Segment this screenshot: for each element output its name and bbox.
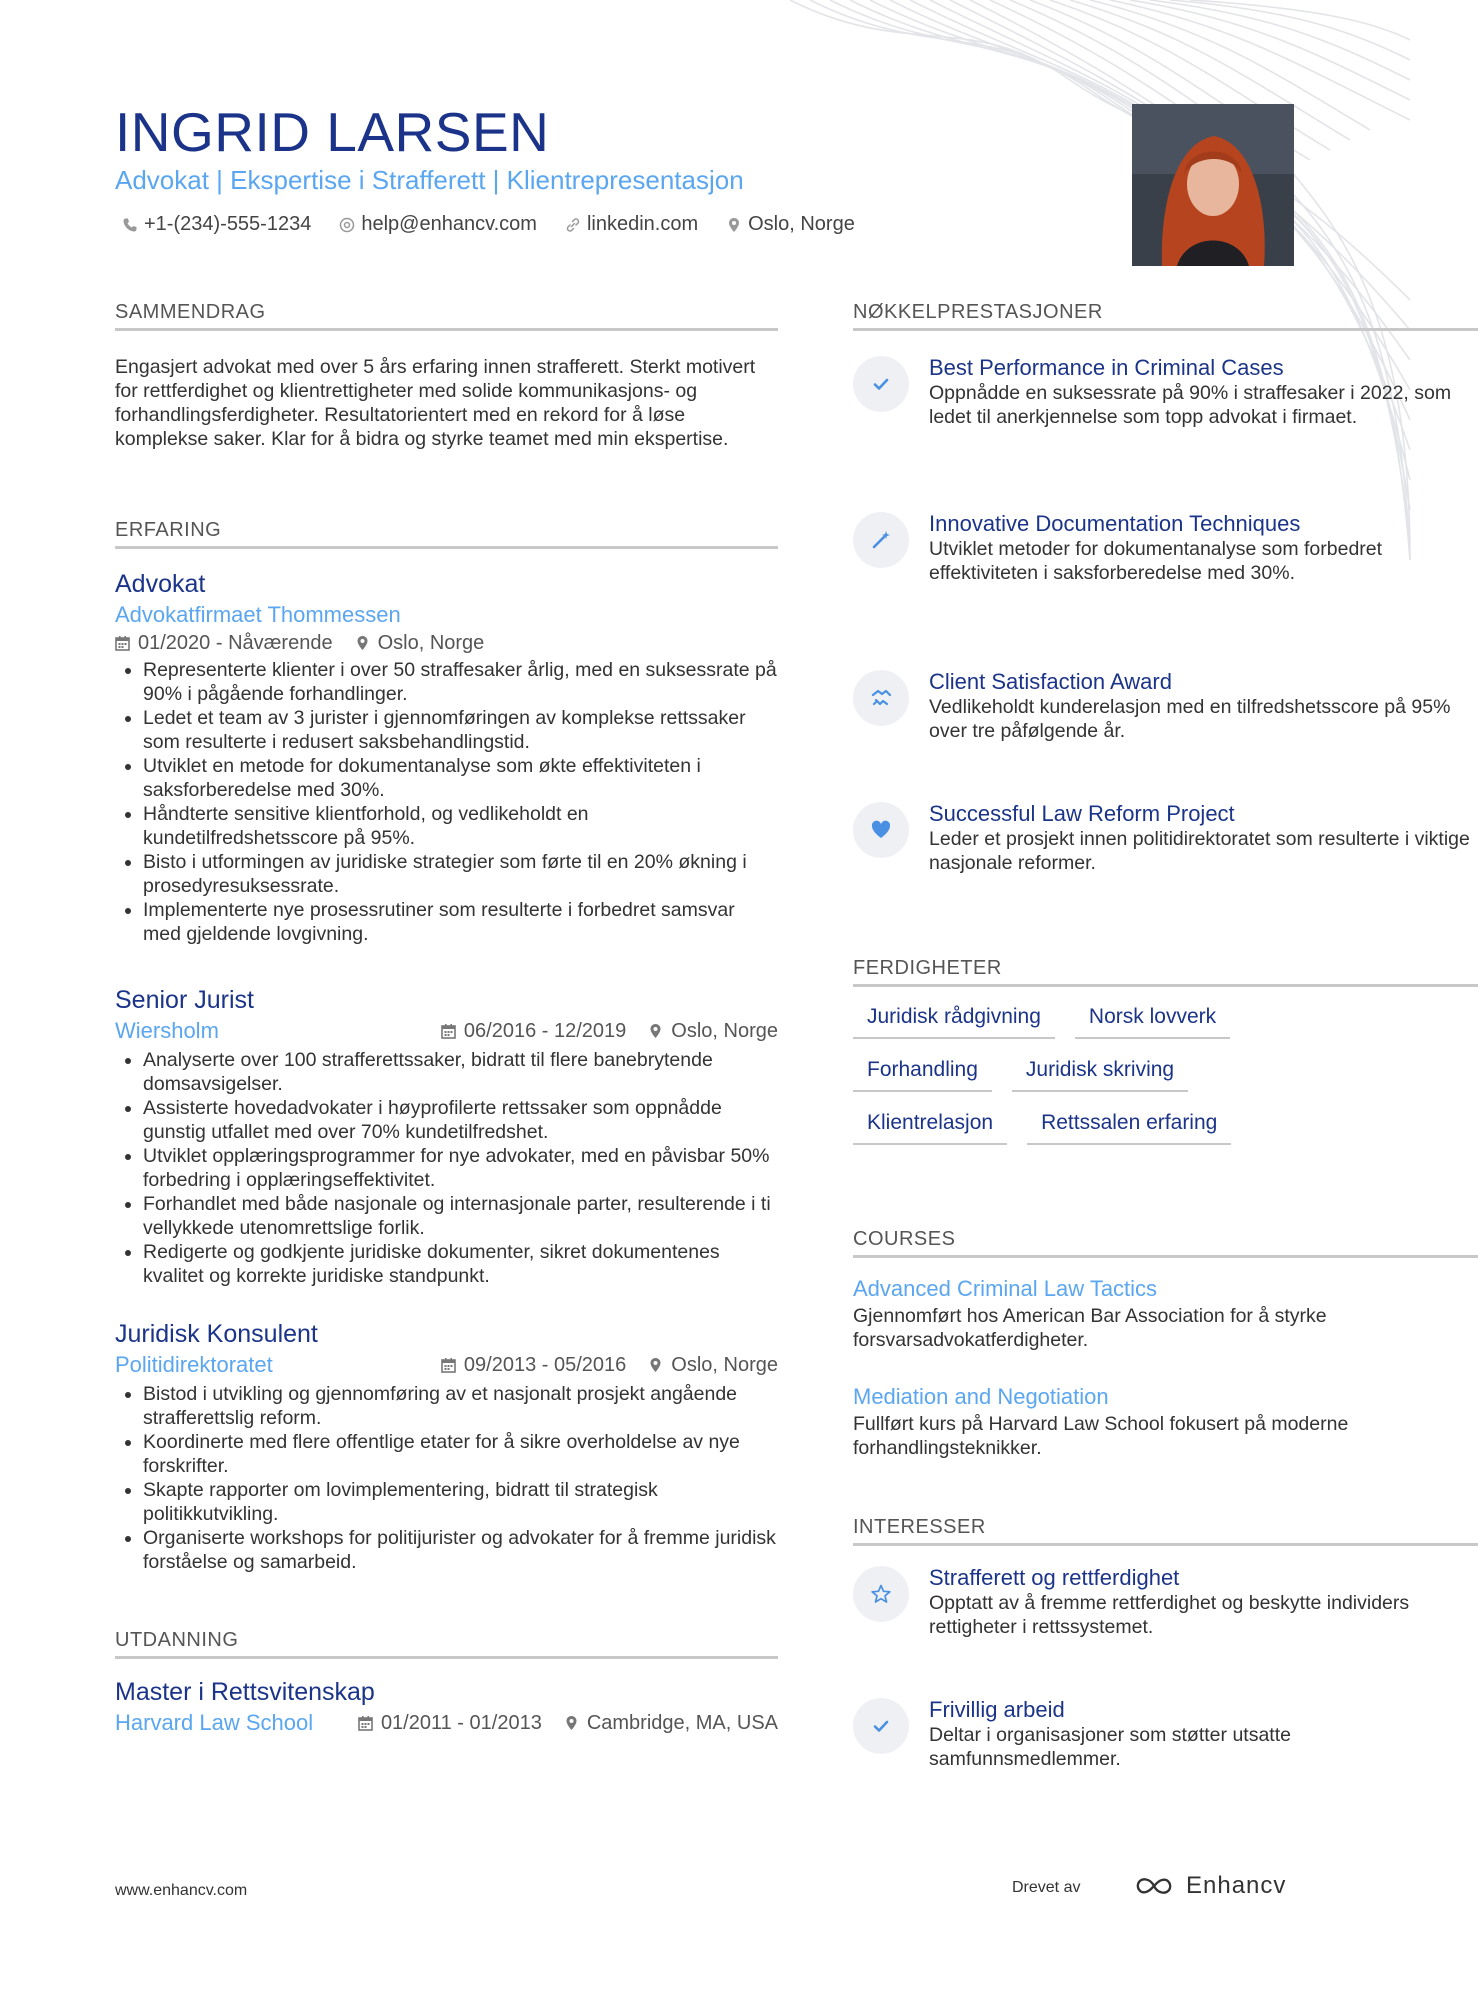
summary-text: Engasjert advokat med over 5 års erfaring innen strafferett. Sterkt motivert for rettferdighet og klientrettigheter med solide kommunikasjons- og forhandlingsferdigheter. Resultatorientert med en rekord for å løse komplekse saker. Klar for å bidra og styrke teamet med min ekspertise.: [115, 356, 756, 450]
achievement-item: [853, 354, 1478, 429]
achievement-item: [853, 800, 1478, 875]
job-bullet: • Utviklet en metode for dokumentanalyse som økte effektiviteten i saksforberedelse med 30%.: [143, 754, 778, 802]
experience-entry: [115, 984, 778, 1288]
contact-email[interactable]: [339, 213, 537, 236]
education-dates-text: 01/2011 - 01/2013: [380, 1712, 542, 1734]
job-location-text: Oslo, Norge: [377, 632, 485, 654]
job-bullets: [115, 1048, 778, 1288]
job-location-text: Oslo, Norge: [671, 1354, 778, 1376]
achievement-item: [853, 510, 1478, 585]
job-dates-text: 09/2013 - 05/2016: [463, 1354, 627, 1376]
section-title-education: UTDANNING: [115, 1628, 778, 1659]
section-title-interests: INTERESSER: [853, 1515, 1478, 1546]
experience-entry: [115, 1318, 778, 1574]
interest-desc: Opptatt av å fremme rettferdighet og beskytte individers rettigheter i rettssystemet.: [929, 1592, 1410, 1638]
job-location: [355, 630, 485, 656]
job-bullet: • Utviklet opplæringsprogrammer for nye advokater, med en påvisbar 50% forbedring i opplæringseffektivitet.: [143, 1144, 778, 1192]
contact-linkedin[interactable]: [565, 213, 698, 236]
course-title: Mediation and Negotiation: [853, 1384, 1109, 1409]
section-title-courses: COURSES: [853, 1227, 1478, 1258]
contact-phone-text: +1-(234)-555-1234: [144, 213, 312, 235]
job-bullet: • Koordinerte med flere offentlige etater for å sikre overholdelse av nye forskrifter.: [143, 1430, 778, 1478]
calendar-icon: [115, 635, 130, 651]
skill-tag: Rettssalen erfaring: [1027, 1109, 1231, 1145]
interest-title: Frivillig arbeid: [929, 1697, 1065, 1722]
job-title: Advokat: [115, 570, 206, 598]
enhancv-logo-icon: [1132, 1874, 1176, 1898]
handshake-icon: [853, 670, 909, 726]
location-pin-icon: [648, 1023, 663, 1039]
job-meta: [441, 1352, 778, 1378]
job-bullet: • Ledet et team av 3 jurister i gjennomføringen av komplekse rettssaker som resulterte i redusert saksbehandlingstid.: [143, 706, 778, 754]
footer-brand-logo[interactable]: [1132, 1872, 1286, 1900]
contact-location: [726, 213, 855, 236]
location-pin-icon: [564, 1715, 579, 1731]
skill-tag: Juridisk skriving: [1012, 1056, 1188, 1092]
job-company: Wiersholm: [115, 1018, 219, 1043]
skill-tag: Norsk lovverk: [1075, 1003, 1230, 1039]
interest-item: [853, 1696, 1478, 1771]
course-item: [853, 1274, 1478, 1352]
at-icon: [339, 217, 355, 233]
job-bullets: [115, 1382, 778, 1574]
achievement-desc: Oppnådde en suksessrate på 90% i straffesaker i 2022, som ledet til anerkjennelse som topp advokat i firmaet.: [929, 382, 1452, 428]
check-icon: [853, 1698, 909, 1754]
section-title-summary: SAMMENDRAG: [115, 300, 778, 331]
calendar-icon: [441, 1023, 456, 1039]
job-location-text: Oslo, Norge: [671, 1020, 778, 1042]
skill-tag: Juridisk rådgivning: [853, 1003, 1055, 1039]
job-company: Advokatfirmaet Thommessen: [115, 602, 401, 627]
job-bullet: • Analyserte over 100 strafferettssaker, bidratt til flere banebrytende domsavsigelser.: [143, 1048, 778, 1096]
check-icon: [853, 356, 909, 412]
footer-brand-text: Enhancv: [1186, 1872, 1287, 1899]
education-school: Harvard Law School: [115, 1710, 314, 1735]
calendar-icon: [441, 1357, 456, 1373]
job-location: [648, 1352, 778, 1378]
achievement-title: Innovative Documentation Techniques: [929, 511, 1301, 536]
job-meta: [115, 630, 778, 656]
skill-tag: Klientrelasjon: [853, 1109, 1007, 1145]
footer-website-link[interactable]: www.enhancv.com: [115, 1882, 248, 1899]
contact-location-text: Oslo, Norge: [748, 213, 855, 235]
achievement-desc: Leder et prosjekt innen politidirektoratet som resulterte i viktige nasjonale reformer.: [929, 828, 1470, 874]
education-location: [564, 1710, 778, 1736]
job-bullet: • Representerte klienter i over 50 straffesaker årlig, med en suksessrate på 90% i pågående forhandlinger.: [143, 658, 778, 706]
course-item: [853, 1382, 1478, 1460]
course-title: Advanced Criminal Law Tactics: [853, 1276, 1158, 1301]
achievement-title: Client Satisfaction Award: [929, 669, 1172, 694]
interest-title: Strafferett og rettferdighet: [929, 1565, 1180, 1590]
location-pin-icon: [648, 1357, 663, 1373]
job-dates: [441, 1352, 626, 1378]
resume-name: INGRID LARSEN: [115, 101, 550, 163]
achievement-desc: Vedlikeholdt kunderelasjon med en tilfredshetsscore på 95% over tre påfølgende år.: [929, 696, 1451, 742]
job-bullet: • Håndterte sensitive klientforhold, og vedlikeholdt en kundetilfredshetsscore på 95%.: [143, 802, 778, 850]
location-pin-icon: [355, 635, 370, 651]
job-title: Juridisk Konsulent: [115, 1320, 318, 1348]
job-bullet: • Redigerte og godkjente juridiske dokumenter, sikret dokumentenes kvalitet og korrekte juridiske standpunkt.: [143, 1240, 778, 1288]
achievement-desc: Utviklet metoder for dokumentanalyse som forbedret effektiviteten i saksforberedelse med 30%.: [929, 538, 1383, 584]
achievement-title: Best Performance in Criminal Cases: [929, 355, 1284, 380]
section-title-experience: ERFARING: [115, 518, 778, 549]
education-meta: [358, 1710, 778, 1736]
footer-powered-by: Drevet av: [1012, 1879, 1081, 1896]
calendar-icon: [358, 1715, 373, 1731]
section-title-achievements: NØKKELPRESTASJONER: [853, 300, 1478, 331]
experience-entry: [115, 568, 778, 946]
skill-tag: Forhandling: [853, 1056, 992, 1092]
job-bullet: • Forhandlet med både nasjonale og internasjonale parter, resulterende i ti vellykkede utenomrettslige forlik.: [143, 1192, 778, 1240]
contact-bar: [122, 213, 855, 236]
resume-headline: Advokat | Ekspertise i Strafferett | Klientrepresentasjon: [115, 165, 744, 195]
job-bullet: • Organiserte workshops for politijurister og advokater for å fremme juridisk forståelse og samarbeid.: [143, 1526, 778, 1574]
achievement-item: [853, 668, 1478, 743]
course-desc: Fullført kurs på Harvard Law School fokusert på moderne forhandlingsteknikker.: [853, 1413, 1349, 1459]
course-desc: Gjennomført hos American Bar Association for å styrke forsvarsadvokatferdigheter.: [853, 1305, 1327, 1351]
section-title-skills: FERDIGHETER: [853, 956, 1478, 987]
job-meta: [441, 1018, 778, 1044]
education-dates: [358, 1710, 542, 1736]
job-title: Senior Jurist: [115, 986, 254, 1014]
location-pin-icon: [726, 217, 742, 233]
contact-phone[interactable]: [122, 213, 311, 236]
job-company: Politidirektoratet: [115, 1352, 273, 1377]
job-dates-text: 01/2020 - Nåværende: [138, 632, 333, 654]
profile-photo: [1132, 104, 1294, 266]
magic-wand-icon: [853, 512, 909, 568]
education-entry: [115, 1676, 778, 1738]
education-location-text: Cambridge, MA, USA: [586, 1712, 778, 1734]
job-location: [648, 1018, 778, 1044]
job-bullet: • Bisto i utformingen av juridiske strategier som førte til en 20% økning i prosedyresuksessrate.: [143, 850, 778, 898]
skills-list: [853, 1003, 1478, 1162]
education-degree: Master i Rettsvitenskap: [115, 1678, 375, 1706]
job-bullet: • Assisterte hovedadvokater i høyprofilerte rettssaker som oppnådde gunstig utfallet med over 70% kundetilfredshet.: [143, 1096, 778, 1144]
phone-icon: [122, 217, 138, 233]
contact-email-text: help@enhancv.com: [361, 213, 537, 235]
job-dates: [441, 1018, 626, 1044]
contact-linkedin-text: linkedin.com: [586, 213, 699, 235]
job-bullet: • Implementerte nye prosessrutiner som resulterte i forbedret samsvar med gjeldende lovgivning.: [143, 898, 778, 946]
interest-desc: Deltar i organisasjoner som støtter utsatte samfunnsmedlemmer.: [929, 1724, 1291, 1770]
job-bullet: • Skapte rapporter om lovimplementering, bidratt til strategisk politikkutvikling.: [143, 1478, 778, 1526]
job-dates-text: 06/2016 - 12/2019: [463, 1020, 627, 1042]
star-icon: [853, 1566, 909, 1622]
job-bullet: • Bistod i utvikling og gjennomføring av et nasjonalt prosjekt angående strafferettslig reform.: [143, 1382, 778, 1430]
heart-icon: [853, 802, 909, 858]
job-bullets: [115, 658, 778, 946]
job-dates: [115, 630, 333, 656]
interest-item: [853, 1564, 1478, 1639]
achievement-title: Successful Law Reform Project: [929, 801, 1235, 826]
link-icon: [565, 217, 581, 233]
